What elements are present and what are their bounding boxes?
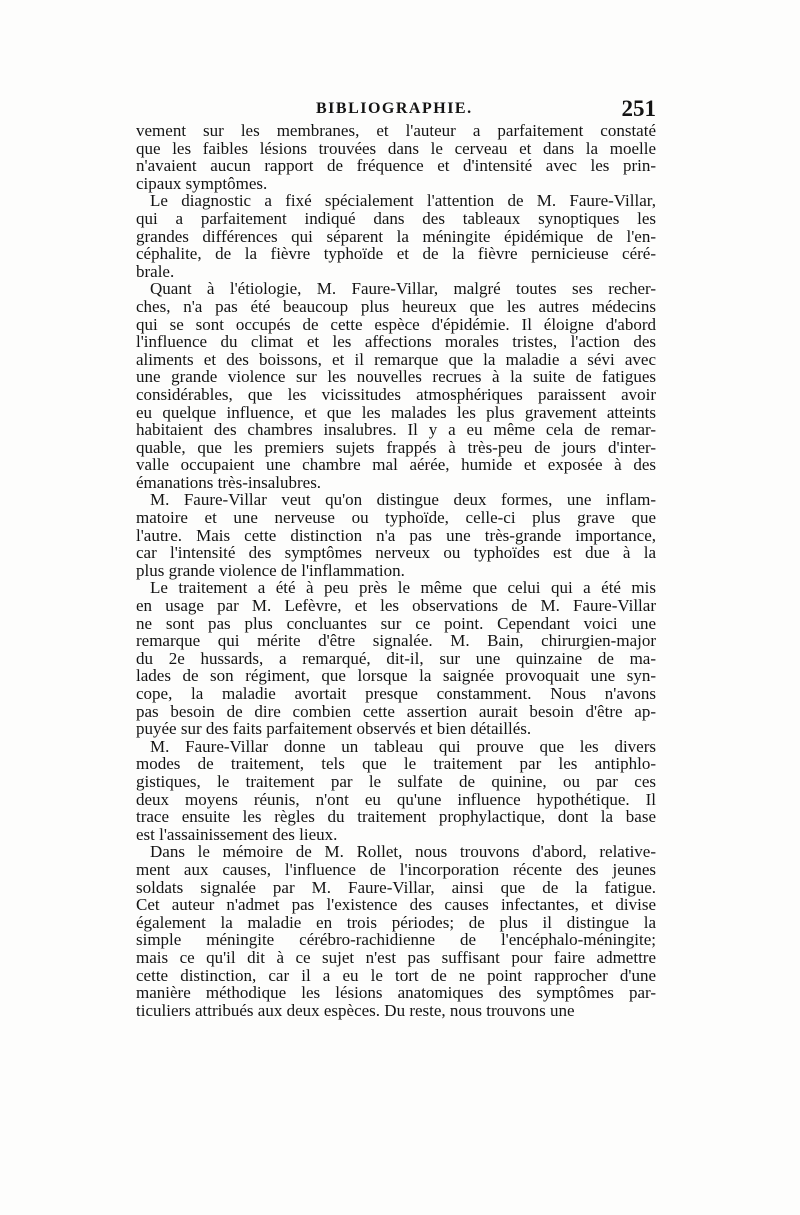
text-line: aliments et des boissons, et il remarque que la maladie a sévi avec xyxy=(136,349,656,369)
text-line: deux moyens réunis, n'ont eu qu'une influence hypothétique. Il xyxy=(136,789,656,809)
paragraph xyxy=(136,843,656,1019)
text-line: plus grande violence de l'inflammation. xyxy=(136,560,405,580)
text-line: est l'assainissement des lieux. xyxy=(136,824,338,844)
text-line: quable, que les premiers sujets frappés à très-peu de jours d'inter- xyxy=(136,437,656,457)
text-line: Quant à l'étiologie, M. Faure-Villar, malgré toutes ses recher- xyxy=(150,279,656,299)
text-line: qui a parfaitement indiqué dans des tableaux synoptiques les xyxy=(136,208,656,228)
text-line: brale. xyxy=(136,261,175,281)
running-title: BIBLIOGRAPHIE. xyxy=(316,100,473,117)
text-line: gistiques, le traitement par le sulfate de quinine, ou par ces xyxy=(136,771,656,791)
text-line: lades de son régiment, que lorsque la saignée provoquait une syn- xyxy=(136,666,656,686)
body-text xyxy=(136,122,656,1019)
text-line: car l'intensité des symptômes nerveux ou typhoïdes est due à la xyxy=(136,543,656,563)
text-line: puyée sur des faits parfaitement observés et bien détaillés. xyxy=(136,719,532,739)
text-line: l'autre. Mais cette distinction n'a pas une très-grande importance, xyxy=(136,525,656,545)
paragraph xyxy=(136,491,656,579)
text-line: Le traitement a été à peu près le même que celui qui a été mis xyxy=(150,578,656,598)
text-line: également la maladie en trois périodes; de plus il distingue la xyxy=(136,912,656,932)
text-line: en usage par M. Lefèvre, et les observations de M. Faure-Villar xyxy=(136,596,656,616)
text-line: matoire et une nerveuse ou typhoïde, celle-ci plus grave que xyxy=(136,508,656,528)
text-line: émanations très-insalubres. xyxy=(136,472,322,492)
text-line: M. Faure-Villar donne un tableau qui prouve que les divers xyxy=(150,736,656,756)
text-line: cette distinction, car il a eu le tort de ne point rapprocher d'une xyxy=(136,965,656,985)
text-line: Dans le mémoire de M. Rollet, nous trouvons d'abord, relative- xyxy=(150,842,656,862)
text-line: habitaient des chambres insalubres. Il y a eu même cela de remar- xyxy=(136,420,656,440)
text-line: grandes différences qui séparent la méningite épidémique de l'en- xyxy=(136,226,656,246)
text-line: ment aux causes, l'influence de l'incorporation récente des jeunes xyxy=(136,859,656,879)
text-line: du 2e hussards, a remarqué, dit-il, sur une quinzaine de ma- xyxy=(136,648,656,668)
text-line: M. Faure-Villar veut qu'on distingue deux formes, une inflam- xyxy=(150,490,656,510)
text-line: simple méningite cérébro-rachidienne de l'encéphalo-méningite; xyxy=(136,930,656,950)
text-line: céphalite, de la fièvre typhoïde et de la fièvre pernicieuse céré- xyxy=(136,244,656,264)
page-number: 251 xyxy=(621,96,656,121)
text-line: valle occupaient une chambre mal aérée, humide et exposée à des xyxy=(136,455,656,475)
paragraph xyxy=(136,280,656,491)
text-line: manière méthodique les lésions anatomiques des symptômes par- xyxy=(136,983,656,1003)
text-line: que les faibles lésions trouvées dans le cerveau et dans la moelle xyxy=(136,138,656,158)
text-line: ticuliers attribués aux deux espèces. Du reste, nous trouvons une xyxy=(136,1000,575,1020)
text-line: considérables, que les vicissitudes atmosphériques paraissent avoir xyxy=(136,384,656,404)
text-line: eu quelque influence, et que les malades les plus gravement atteints xyxy=(136,402,656,422)
text-line: mais ce qu'il dit à ce sujet n'est pas suffisant pour faire admettre xyxy=(136,947,656,967)
text-line: cope, la maladie avortait presque constamment. Nous n'avons xyxy=(136,684,656,703)
paragraph xyxy=(136,192,656,280)
running-header xyxy=(136,96,656,122)
paragraph xyxy=(136,738,656,844)
text-line: n'avaient aucun rapport de fréquence et d'intensité avec les prin- xyxy=(136,156,656,176)
text-line: vement sur les membranes, et l'auteur a parfaitement constaté xyxy=(136,121,656,140)
text-line: Cet auteur n'admet pas l'existence des causes infectantes, et divise xyxy=(136,895,656,915)
text-line: une grande violence sur les nouvelles recrues à la suite de fatigues xyxy=(136,367,656,387)
paragraph xyxy=(136,122,656,192)
text-line: Le diagnostic a fixé spécialement l'attention de M. Faure-Villar, xyxy=(150,191,656,211)
paragraph xyxy=(136,579,656,737)
text-line: cipaux symptômes. xyxy=(136,173,268,193)
text-line: remarque qui mérite d'être signalée. M. Bain, chirurgien-major xyxy=(136,631,656,651)
text-line: soldats signalée par M. Faure-Villar, ainsi que de la fatigue. xyxy=(136,877,656,897)
text-line: pas besoin de dire combien cette assertion aurait besoin d'être ap- xyxy=(136,701,656,721)
text-line: modes de traitement, tels que le traitement par les antiphlo- xyxy=(136,754,656,774)
text-line: l'influence du climat et les affections morales tristes, l'action des xyxy=(136,332,656,352)
text-line: ne sont pas plus concluantes sur ce point. Cependant voici une xyxy=(136,613,656,633)
text-line: ches, n'a pas été beaucoup plus heureux que les autres médecins xyxy=(136,296,656,316)
text-line: trace ensuite les règles du traitement prophylactique, dont la base xyxy=(136,807,656,827)
text-line: qui se sont occupés de cette espèce d'épidémie. Il éloigne d'abord xyxy=(136,314,656,334)
